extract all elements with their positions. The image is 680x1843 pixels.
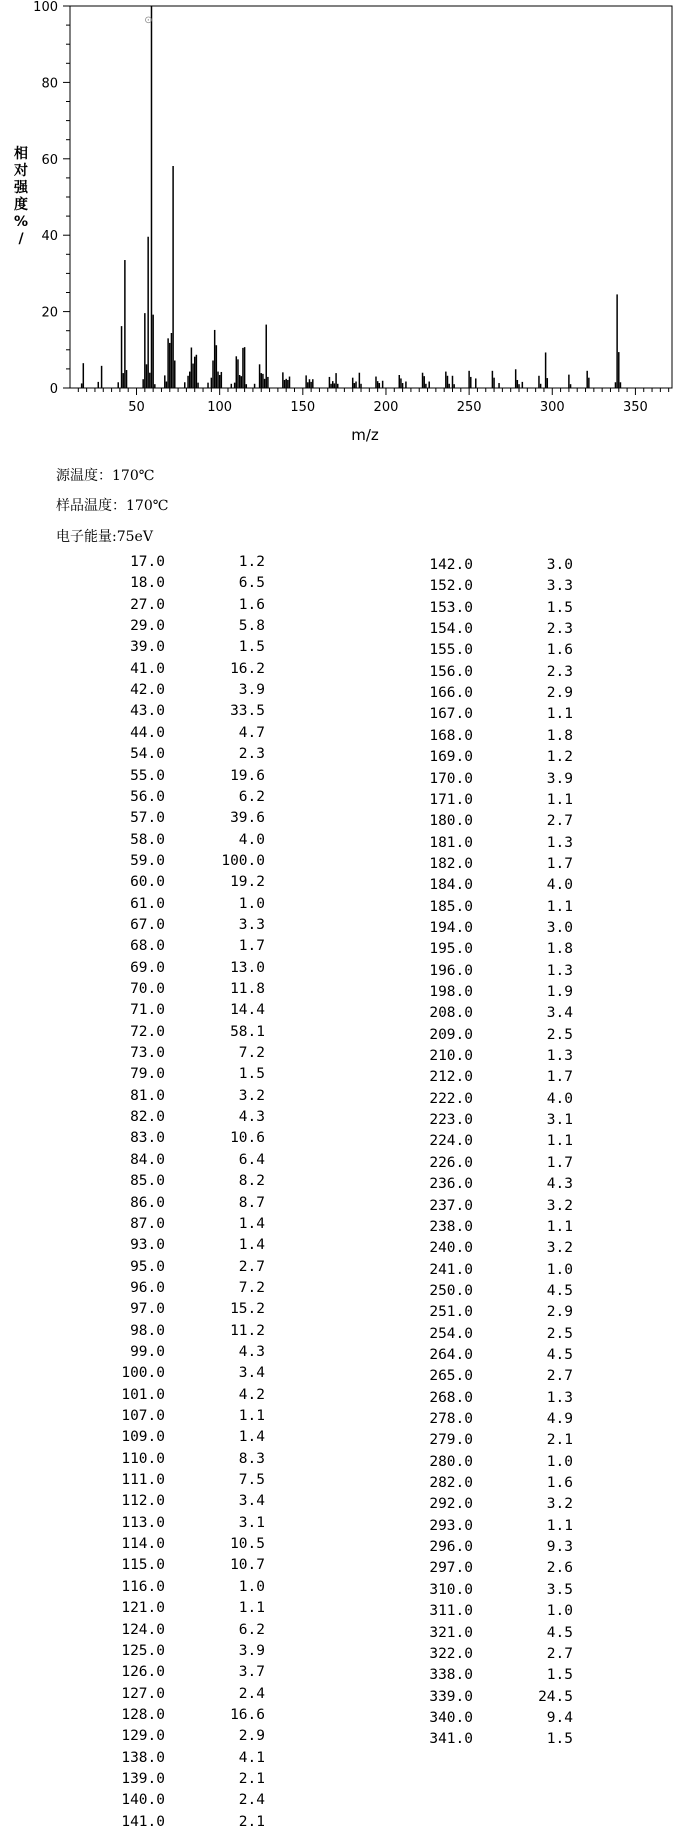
abundance-value: 2.3 — [238, 746, 265, 763]
mz-value: 166.0 — [429, 685, 473, 702]
sample-temperature — [56, 496, 168, 516]
mz-value: 138.0 — [121, 1749, 165, 1766]
mz-value: 85.0 — [130, 1173, 165, 1190]
abundance-value: 1.3 — [546, 962, 573, 979]
abundance-value: 3.5 — [546, 1581, 573, 1598]
base-peak-marker: ⊙ — [144, 15, 153, 26]
mz-value: 195.0 — [429, 941, 473, 958]
abundance-value: 1.7 — [546, 855, 573, 872]
abundance-value: 2.9 — [546, 1304, 573, 1321]
mz-value: 112.0 — [121, 1493, 165, 1510]
abundance-value: 7.2 — [238, 1045, 265, 1062]
abundance-value: 2.7 — [546, 813, 573, 830]
abundance-value: 16.2 — [230, 660, 265, 677]
abundance-value: 2.7 — [546, 1645, 573, 1662]
mz-value: 61.0 — [130, 895, 165, 912]
mz-value: 57.0 — [130, 810, 165, 827]
abundance-value: 4.5 — [546, 1346, 573, 1363]
abundance-value: 4.2 — [238, 1386, 265, 1403]
mz-value: 67.0 — [130, 916, 165, 933]
mz-value: 222.0 — [429, 1090, 473, 1107]
x-tick-label: 200 — [373, 400, 399, 415]
abundance-value: 3.3 — [238, 916, 265, 933]
mz-value: 210.0 — [429, 1048, 473, 1065]
mz-value: 292.0 — [429, 1496, 473, 1513]
abundance-value: 5.8 — [238, 618, 265, 635]
y-axis-label-char: / — [18, 231, 24, 247]
mz-value: 297.0 — [429, 1560, 473, 1577]
abundance-value: 19.2 — [230, 874, 265, 891]
x-tick-label: 50 — [128, 400, 145, 415]
abundance-value: 4.3 — [238, 1343, 265, 1360]
abundance-value: 1.0 — [546, 1453, 573, 1470]
electron-energy — [56, 527, 153, 547]
abundance-value: 10.6 — [230, 1130, 265, 1147]
mz-value: 140.0 — [121, 1792, 165, 1809]
x-tick-label: 150 — [290, 400, 316, 415]
abundance-value: 4.0 — [546, 877, 573, 894]
mz-value: 116.0 — [121, 1578, 165, 1595]
mz-value: 86.0 — [130, 1194, 165, 1211]
sample-temperature-text: 样品温度：170℃ — [56, 498, 169, 514]
abundance-value: 8.7 — [238, 1194, 265, 1211]
abundance-value: 1.2 — [546, 749, 573, 766]
abundance-value: 1.8 — [546, 727, 573, 744]
mz-value: 322.0 — [429, 1645, 473, 1662]
mz-value: 139.0 — [121, 1770, 165, 1787]
mz-value: 42.0 — [130, 682, 165, 699]
abundance-value: 3.2 — [546, 1197, 573, 1214]
abundance-value: 6.2 — [238, 788, 265, 805]
mz-value: 68.0 — [130, 938, 165, 955]
abundance-value: 2.7 — [238, 1258, 265, 1275]
abundance-value: 1.6 — [546, 642, 573, 659]
mz-value: 121.0 — [121, 1600, 165, 1617]
mz-value: 226.0 — [429, 1154, 473, 1171]
mz-value: 83.0 — [130, 1130, 165, 1147]
abundance-value: 2.1 — [238, 1813, 265, 1830]
mz-value: 60.0 — [130, 874, 165, 891]
abundance-value: 8.3 — [238, 1450, 265, 1467]
abundance-value: 1.1 — [546, 898, 573, 915]
abundance-value: 2.4 — [238, 1792, 265, 1809]
mz-value: 100.0 — [121, 1365, 165, 1382]
x-tick-label: 250 — [456, 400, 482, 415]
mz-value: 170.0 — [429, 770, 473, 787]
mz-value: 212.0 — [429, 1069, 473, 1086]
mz-value: 169.0 — [429, 749, 473, 766]
abundance-value: 1.3 — [546, 1048, 573, 1065]
mz-value: 209.0 — [429, 1026, 473, 1043]
abundance-value: 1.2 — [238, 554, 265, 570]
abundance-value: 6.4 — [238, 1151, 265, 1168]
mz-value: 265.0 — [429, 1368, 473, 1385]
mz-value: 224.0 — [429, 1133, 473, 1150]
mz-value: 182.0 — [429, 855, 473, 872]
abundance-value: 6.2 — [238, 1621, 265, 1638]
abundance-value: 1.5 — [546, 599, 573, 616]
abundance-value: 4.3 — [238, 1109, 265, 1126]
y-axis-label-char: 强 — [14, 180, 28, 196]
mz-value: 296.0 — [429, 1539, 473, 1556]
abundance-value: 1.0 — [238, 1578, 265, 1595]
abundance-value: 39.6 — [230, 810, 265, 827]
abundance-value: 1.5 — [546, 1667, 573, 1684]
mz-value: 194.0 — [429, 919, 473, 936]
abundance-value: 2.4 — [238, 1685, 265, 1702]
mz-value: 311.0 — [429, 1603, 473, 1620]
abundance-value: 14.4 — [230, 1002, 265, 1019]
y-tick-label: 20 — [41, 305, 58, 321]
electron-energy-text: 电子能量:75eV — [56, 529, 153, 545]
mz-value: 208.0 — [429, 1005, 473, 1022]
mz-value: 17.0 — [130, 554, 165, 570]
source-temperature — [56, 466, 154, 486]
mz-value: 87.0 — [130, 1215, 165, 1232]
abundance-value: 1.7 — [546, 1154, 573, 1171]
mz-value: 184.0 — [429, 877, 473, 894]
mz-value: 71.0 — [130, 1002, 165, 1019]
y-tick-label: 0 — [49, 382, 58, 397]
mz-value: 293.0 — [429, 1517, 473, 1534]
mz-value: 251.0 — [429, 1304, 473, 1321]
mz-value: 127.0 — [121, 1685, 165, 1702]
mz-value: 237.0 — [429, 1197, 473, 1214]
abundance-value: 1.7 — [238, 938, 265, 955]
abundance-value: 4.5 — [546, 1282, 573, 1299]
mz-value: 99.0 — [130, 1343, 165, 1360]
mz-value: 310.0 — [429, 1581, 473, 1598]
y-tick-label: 60 — [41, 152, 58, 168]
abundance-value: 8.2 — [238, 1173, 265, 1190]
mz-value: 153.0 — [429, 599, 473, 616]
abundance-value: 24.5 — [538, 1688, 573, 1705]
mz-value: 341.0 — [429, 1731, 473, 1748]
abundance-value: 4.1 — [238, 1749, 265, 1766]
mz-value: 223.0 — [429, 1112, 473, 1129]
abundance-value: 3.4 — [238, 1365, 265, 1382]
abundance-value: 11.8 — [230, 981, 265, 997]
mz-value: 185.0 — [429, 898, 473, 915]
y-axis-label-char: 相 — [14, 146, 28, 162]
abundance-value: 16.6 — [230, 1706, 265, 1723]
mz-value: 264.0 — [429, 1346, 473, 1363]
abundance-value: 2.1 — [238, 1770, 265, 1787]
abundance-value: 7.5 — [238, 1472, 265, 1489]
mz-value: 113.0 — [121, 1514, 165, 1531]
mz-value: 250.0 — [429, 1282, 473, 1299]
mz-value: 126.0 — [121, 1664, 165, 1681]
abundance-value: 3.0 — [546, 557, 573, 573]
mz-value: 107.0 — [121, 1408, 165, 1424]
abundance-value: 1.1 — [546, 1133, 573, 1150]
mz-value: 280.0 — [429, 1453, 473, 1470]
abundance-value: 7.2 — [238, 1279, 265, 1296]
abundance-value: 1.4 — [238, 1215, 265, 1232]
mz-value: 196.0 — [429, 962, 473, 979]
mz-value: 29.0 — [130, 618, 165, 635]
abundance-value: 2.5 — [546, 1026, 573, 1043]
abundance-value: 3.2 — [546, 1496, 573, 1513]
mz-value: 59.0 — [130, 852, 165, 869]
mz-value: 81.0 — [130, 1087, 165, 1104]
x-tick-label: 350 — [623, 400, 648, 415]
mz-value: 167.0 — [429, 706, 473, 723]
abundance-value: 4.3 — [546, 1176, 573, 1193]
mz-value: 70.0 — [130, 981, 165, 997]
abundance-value: 1.3 — [546, 1389, 573, 1406]
abundance-value: 3.2 — [238, 1087, 265, 1104]
abundance-value: 1.6 — [238, 596, 265, 613]
abundance-value: 3.1 — [546, 1112, 573, 1129]
mz-value: 268.0 — [429, 1389, 473, 1406]
mz-value: 39.0 — [130, 639, 165, 656]
mz-value: 115.0 — [121, 1557, 165, 1574]
x-tick-label: 100 — [207, 400, 233, 415]
mz-value: 198.0 — [429, 984, 473, 1000]
abundance-value: 11.2 — [230, 1322, 265, 1339]
abundance-value: 13.0 — [230, 959, 265, 976]
mz-value: 321.0 — [429, 1624, 473, 1641]
abundance-value: 1.5 — [238, 1066, 265, 1083]
abundance-value: 2.7 — [546, 1368, 573, 1385]
mz-value: 54.0 — [130, 746, 165, 763]
abundance-value: 2.5 — [546, 1325, 573, 1342]
abundance-value: 1.1 — [546, 1218, 573, 1235]
mz-value: 18.0 — [130, 575, 165, 592]
mz-value: 109.0 — [121, 1429, 165, 1446]
abundance-value: 1.0 — [238, 895, 265, 912]
abundance-value: 4.9 — [546, 1411, 573, 1427]
abundance-value: 4.0 — [546, 1090, 573, 1107]
mz-value: 110.0 — [121, 1450, 165, 1467]
mz-value: 69.0 — [130, 959, 165, 976]
mz-value: 142.0 — [429, 557, 473, 573]
mz-value: 124.0 — [121, 1621, 165, 1638]
mz-value: 238.0 — [429, 1218, 473, 1235]
mz-value: 55.0 — [130, 767, 165, 784]
mz-value: 44.0 — [130, 724, 165, 741]
mz-value: 156.0 — [429, 663, 473, 680]
abundance-value: 15.2 — [230, 1301, 265, 1318]
abundance-value: 2.9 — [238, 1728, 265, 1745]
abundance-value: 1.0 — [546, 1261, 573, 1278]
abundance-value: 3.3 — [546, 578, 573, 595]
x-tick-label: 300 — [539, 400, 565, 415]
mz-value: 97.0 — [130, 1301, 165, 1318]
abundance-value: 10.7 — [230, 1557, 265, 1574]
abundance-value: 1.5 — [238, 639, 265, 656]
mz-value: 93.0 — [130, 1237, 165, 1254]
mz-value: 171.0 — [429, 791, 473, 808]
abundance-value: 4.7 — [238, 724, 265, 741]
abundance-value: 1.8 — [546, 941, 573, 958]
mz-value: 181.0 — [429, 834, 473, 851]
abundance-value: 10.5 — [230, 1536, 265, 1553]
mz-value: 152.0 — [429, 578, 473, 595]
mz-value: 154.0 — [429, 621, 473, 638]
mz-value: 236.0 — [429, 1176, 473, 1193]
abundance-value: 3.9 — [546, 770, 573, 787]
abundance-value: 1.6 — [546, 1475, 573, 1492]
abundance-value: 3.7 — [238, 1664, 265, 1681]
abundance-value: 33.5 — [230, 703, 265, 720]
mass-spectrum-chart — [0, 0, 680, 460]
mz-value: 278.0 — [429, 1411, 473, 1427]
abundance-value: 1.1 — [546, 1517, 573, 1534]
mz-value: 338.0 — [429, 1667, 473, 1684]
y-tick-label: 100 — [33, 0, 58, 15]
abundance-value: 100.0 — [221, 852, 265, 869]
abundance-value: 1.1 — [546, 706, 573, 723]
abundance-value: 3.4 — [238, 1493, 265, 1510]
mz-value: 101.0 — [121, 1386, 165, 1403]
mz-value: 129.0 — [121, 1728, 165, 1745]
abundance-value: 58.1 — [230, 1023, 265, 1040]
abundance-value: 3.4 — [546, 1005, 573, 1022]
mz-value: 96.0 — [130, 1279, 165, 1296]
mz-value: 95.0 — [130, 1258, 165, 1275]
mz-value: 73.0 — [130, 1045, 165, 1062]
abundance-value: 1.0 — [546, 1603, 573, 1620]
mz-value: 41.0 — [130, 660, 165, 677]
mz-value: 241.0 — [429, 1261, 473, 1278]
y-axis-label-char: 度 — [14, 197, 28, 213]
abundance-value: 3.2 — [546, 1240, 573, 1257]
abundance-value: 3.9 — [238, 682, 265, 699]
mz-value: 340.0 — [429, 1709, 473, 1726]
mz-value: 240.0 — [429, 1240, 473, 1257]
abundance-value: 2.6 — [546, 1560, 573, 1577]
mz-value: 254.0 — [429, 1325, 473, 1342]
abundance-value: 2.1 — [546, 1432, 573, 1449]
abundance-value: 3.0 — [546, 919, 573, 936]
abundance-value: 1.1 — [238, 1600, 265, 1617]
mz-value: 279.0 — [429, 1432, 473, 1449]
abundance-value: 1.9 — [546, 984, 573, 1000]
abundance-value: 6.5 — [238, 575, 265, 592]
mz-value: 27.0 — [130, 596, 165, 613]
mz-value: 168.0 — [429, 727, 473, 744]
mz-value: 56.0 — [130, 788, 165, 805]
mz-value: 141.0 — [121, 1813, 165, 1830]
abundance-value: 2.3 — [546, 663, 573, 680]
abundance-value: 1.5 — [546, 1731, 573, 1748]
mz-value: 128.0 — [121, 1706, 165, 1723]
mz-value: 111.0 — [121, 1472, 165, 1489]
y-tick-label: 40 — [41, 229, 58, 245]
abundance-value: 4.5 — [546, 1624, 573, 1641]
abundance-value: 3.1 — [238, 1514, 265, 1531]
mz-value: 43.0 — [130, 703, 165, 720]
abundance-value: 1.7 — [546, 1069, 573, 1086]
abundance-value: 9.3 — [546, 1539, 573, 1556]
mz-value: 72.0 — [130, 1023, 165, 1040]
mz-value: 58.0 — [130, 831, 165, 848]
mz-value: 155.0 — [429, 642, 473, 659]
abundance-value: 1.4 — [238, 1429, 265, 1446]
abundance-value: 1.1 — [546, 791, 573, 808]
x-axis-label: m/z — [351, 426, 379, 444]
abundance-value: 4.0 — [238, 831, 265, 848]
mz-value: 125.0 — [121, 1642, 165, 1659]
mz-value: 82.0 — [130, 1109, 165, 1126]
source-temperature-text: 源温度：170℃ — [56, 468, 155, 484]
abundance-value: 2.9 — [546, 685, 573, 702]
abundance-value: 9.4 — [546, 1709, 573, 1726]
abundance-value: 1.1 — [238, 1408, 265, 1424]
mz-value: 114.0 — [121, 1536, 165, 1553]
abundance-value: 19.6 — [230, 767, 265, 784]
mz-value: 282.0 — [429, 1475, 473, 1492]
plot-frame — [70, 6, 672, 388]
abundance-value: 3.9 — [238, 1642, 265, 1659]
y-axis-label-char: % — [13, 214, 29, 230]
abundance-value: 1.3 — [546, 834, 573, 851]
abundance-value: 1.4 — [238, 1237, 265, 1254]
y-tick-label: 80 — [41, 76, 58, 92]
y-axis-label — [13, 145, 29, 247]
mz-value: 79.0 — [130, 1066, 165, 1083]
mz-value: 84.0 — [130, 1151, 165, 1168]
mz-value: 180.0 — [429, 813, 473, 830]
mz-value: 339.0 — [429, 1688, 473, 1705]
abundance-value: 2.3 — [546, 621, 573, 638]
mz-value: 98.0 — [130, 1322, 165, 1339]
y-axis-label-char: 对 — [14, 163, 28, 179]
